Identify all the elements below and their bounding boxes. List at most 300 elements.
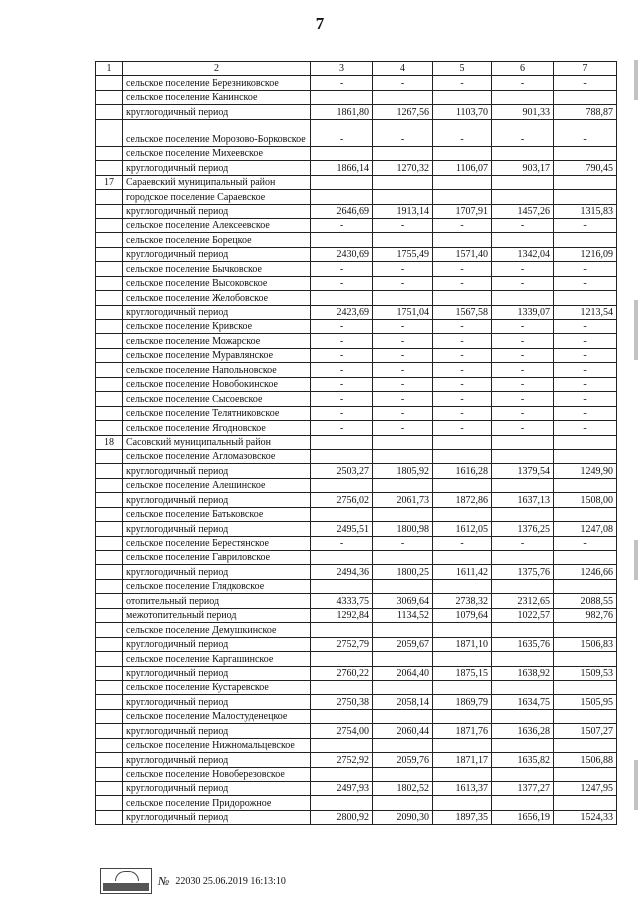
row-number-cell xyxy=(96,551,123,565)
value-cell: 982,76 xyxy=(554,608,617,622)
value-cell: 2058,14 xyxy=(373,695,433,709)
value-cell: 903,17 xyxy=(492,161,554,175)
row-number-cell xyxy=(96,579,123,593)
value-cell: 1656,19 xyxy=(492,810,554,824)
value-cell xyxy=(373,478,433,492)
value-cell xyxy=(373,796,433,810)
value-cell: 1079,64 xyxy=(433,608,492,622)
value-cell xyxy=(311,90,373,104)
value-cell: 1270,32 xyxy=(373,161,433,175)
table-row xyxy=(96,247,617,261)
row-label-cell: сельское поселение Батьковское xyxy=(123,507,311,521)
value-cell: - xyxy=(554,276,617,290)
header-cell: 5 xyxy=(433,62,492,76)
table-row xyxy=(96,161,617,175)
footer xyxy=(100,868,286,894)
row-number-cell xyxy=(96,262,123,276)
row-label-cell: круглогодичный период xyxy=(123,204,311,218)
value-cell xyxy=(492,175,554,189)
value-cell: - xyxy=(373,334,433,348)
value-cell: 1805,92 xyxy=(373,464,433,478)
government-seal-icon xyxy=(100,868,152,894)
value-cell: 1267,56 xyxy=(373,105,433,119)
value-cell: 2423,69 xyxy=(311,305,373,319)
value-cell: - xyxy=(373,348,433,362)
row-label-cell: сельское поселение Агломазовское xyxy=(123,449,311,463)
value-cell: 1751,04 xyxy=(373,305,433,319)
header-cell: 7 xyxy=(554,62,617,76)
value-cell xyxy=(311,146,373,160)
value-cell: 2059,67 xyxy=(373,637,433,651)
value-cell xyxy=(554,738,617,752)
table-row xyxy=(96,724,617,738)
row-label-cell: сельское поселение Бычковское xyxy=(123,262,311,276)
row-label-cell: круглогодичный период xyxy=(123,565,311,579)
row-label-cell: сельское поселение Демушкинское xyxy=(123,623,311,637)
value-cell xyxy=(311,652,373,666)
value-cell: 1800,98 xyxy=(373,522,433,536)
value-cell xyxy=(373,709,433,723)
value-cell: 2756,02 xyxy=(311,493,373,507)
value-cell: - xyxy=(554,363,617,377)
table-row xyxy=(96,478,617,492)
row-number-cell xyxy=(96,623,123,637)
table-row xyxy=(96,105,617,119)
table-row xyxy=(96,175,617,189)
row-label-cell: сельское поселение Гавриловское xyxy=(123,551,311,565)
value-cell: 2754,00 xyxy=(311,724,373,738)
row-label-cell: сельское поселение Малостуденецкое xyxy=(123,709,311,723)
value-cell xyxy=(311,738,373,752)
value-cell: - xyxy=(373,320,433,334)
value-cell xyxy=(311,190,373,204)
scan-margin-mark xyxy=(634,760,638,810)
row-label-cell: сельское поселение Кривское xyxy=(123,320,311,334)
table-row xyxy=(96,738,617,752)
row-label-cell: сельское поселение Алешинское xyxy=(123,478,311,492)
table-row xyxy=(96,406,617,420)
value-cell xyxy=(433,767,492,781)
table-row xyxy=(96,348,617,362)
row-label-cell: Сасовский муниципальный район xyxy=(123,435,311,449)
value-cell xyxy=(373,175,433,189)
value-cell: - xyxy=(492,406,554,420)
value-cell xyxy=(433,738,492,752)
row-label-cell: сельское поселение Можарское xyxy=(123,334,311,348)
row-label-cell: отопительный период xyxy=(123,594,311,608)
scan-margin-mark xyxy=(634,540,638,580)
value-cell: 1524,33 xyxy=(554,810,617,824)
value-cell: 1897,35 xyxy=(433,810,492,824)
row-label-cell: круглогодичный период xyxy=(123,637,311,651)
row-label-cell: сельское поселение Морозово-Борковское xyxy=(123,119,311,146)
row-label-cell: межотопительный период xyxy=(123,608,311,622)
row-label-cell: сельское поселение Новобокинское xyxy=(123,377,311,391)
value-cell: - xyxy=(492,421,554,435)
value-cell: - xyxy=(373,377,433,391)
row-number-cell xyxy=(96,666,123,680)
value-cell xyxy=(311,579,373,593)
value-cell xyxy=(554,478,617,492)
row-number-cell xyxy=(96,204,123,218)
table-row xyxy=(96,594,617,608)
row-label-cell: сельское поселение Высоковское xyxy=(123,276,311,290)
table-row xyxy=(96,291,617,305)
table-row xyxy=(96,435,617,449)
row-label-cell: круглогодичный период xyxy=(123,305,311,319)
value-cell: 1861,80 xyxy=(311,105,373,119)
table-row xyxy=(96,204,617,218)
value-cell xyxy=(492,767,554,781)
value-cell xyxy=(433,435,492,449)
value-cell xyxy=(492,623,554,637)
value-cell: - xyxy=(554,536,617,550)
value-cell: - xyxy=(433,334,492,348)
value-cell: - xyxy=(492,119,554,146)
row-label-cell: сельское поселение Придорожное xyxy=(123,796,311,810)
value-cell: - xyxy=(554,334,617,348)
value-cell: - xyxy=(433,218,492,232)
row-label-cell: круглогодичный период xyxy=(123,782,311,796)
table-row xyxy=(96,551,617,565)
value-cell xyxy=(311,435,373,449)
value-cell xyxy=(311,233,373,247)
value-cell: 2800,92 xyxy=(311,810,373,824)
value-cell xyxy=(311,478,373,492)
value-cell xyxy=(554,449,617,463)
value-cell xyxy=(554,551,617,565)
value-cell xyxy=(373,623,433,637)
value-cell xyxy=(433,579,492,593)
value-cell: 1509,53 xyxy=(554,666,617,680)
row-label-cell: круглогодичный период xyxy=(123,105,311,119)
value-cell xyxy=(554,435,617,449)
value-cell xyxy=(433,623,492,637)
table-header-row xyxy=(96,62,617,76)
value-cell: - xyxy=(554,421,617,435)
value-cell: - xyxy=(373,421,433,435)
table-row xyxy=(96,276,617,290)
value-cell: - xyxy=(373,218,433,232)
value-cell xyxy=(433,551,492,565)
header-cell: 1 xyxy=(96,62,123,76)
table-row xyxy=(96,709,617,723)
value-cell: 1802,52 xyxy=(373,782,433,796)
table-row xyxy=(96,767,617,781)
value-cell xyxy=(492,478,554,492)
row-number-cell xyxy=(96,608,123,622)
value-cell: 1216,09 xyxy=(554,247,617,261)
row-number-cell xyxy=(96,421,123,435)
value-cell: - xyxy=(492,320,554,334)
value-cell xyxy=(492,146,554,160)
value-cell xyxy=(433,449,492,463)
value-cell: 1616,28 xyxy=(433,464,492,478)
table-row xyxy=(96,666,617,680)
value-cell xyxy=(311,767,373,781)
value-cell xyxy=(373,680,433,694)
value-cell: 1106,07 xyxy=(433,161,492,175)
value-cell xyxy=(311,709,373,723)
table-row xyxy=(96,608,617,622)
value-cell xyxy=(311,507,373,521)
value-cell xyxy=(492,652,554,666)
value-cell xyxy=(492,233,554,247)
value-cell xyxy=(373,579,433,593)
value-cell: 2497,93 xyxy=(311,782,373,796)
value-cell: - xyxy=(311,262,373,276)
row-number-cell xyxy=(96,392,123,406)
scan-margin-mark xyxy=(634,300,638,360)
value-cell: 1315,83 xyxy=(554,204,617,218)
row-number-cell xyxy=(96,464,123,478)
value-cell xyxy=(554,579,617,593)
value-cell: - xyxy=(554,392,617,406)
value-cell xyxy=(373,652,433,666)
row-number-cell xyxy=(96,724,123,738)
value-cell: 1508,00 xyxy=(554,493,617,507)
row-number-cell xyxy=(96,753,123,767)
document-stamp: 22030 25.06.2019 16:13:10 xyxy=(175,875,286,887)
table-row xyxy=(96,695,617,709)
value-cell: - xyxy=(373,406,433,420)
value-cell: 2752,92 xyxy=(311,753,373,767)
value-cell: - xyxy=(433,348,492,362)
value-cell: 1377,27 xyxy=(492,782,554,796)
table-row xyxy=(96,262,617,276)
value-cell xyxy=(492,90,554,104)
table-row xyxy=(96,421,617,435)
value-cell: - xyxy=(373,392,433,406)
value-cell xyxy=(433,507,492,521)
row-number-cell xyxy=(96,218,123,232)
value-cell xyxy=(373,146,433,160)
row-label-cell: сельское поселение Напольновское xyxy=(123,363,311,377)
row-number-cell xyxy=(96,348,123,362)
table-row xyxy=(96,810,617,824)
value-cell xyxy=(433,291,492,305)
row-label-cell: сельское поселение Глядковское xyxy=(123,579,311,593)
header-cell: 4 xyxy=(373,62,433,76)
value-cell: - xyxy=(433,76,492,90)
value-cell: - xyxy=(433,421,492,435)
row-label-cell: сельское поселение Нижномальцевское xyxy=(123,738,311,752)
value-cell xyxy=(373,291,433,305)
value-cell: 2494,36 xyxy=(311,565,373,579)
value-cell: - xyxy=(554,320,617,334)
value-cell: 2750,38 xyxy=(311,695,373,709)
row-label-cell: сельское поселение Канинское xyxy=(123,90,311,104)
value-cell: - xyxy=(554,348,617,362)
table-row xyxy=(96,146,617,160)
row-number-cell xyxy=(96,782,123,796)
value-cell: - xyxy=(311,348,373,362)
row-label-cell: сельское поселение Ягодновское xyxy=(123,421,311,435)
value-cell: - xyxy=(554,262,617,276)
table-row xyxy=(96,305,617,319)
value-cell xyxy=(492,190,554,204)
table-body xyxy=(96,76,617,825)
value-cell: 2738,32 xyxy=(433,594,492,608)
value-cell: 1875,15 xyxy=(433,666,492,680)
value-cell: - xyxy=(373,276,433,290)
row-label-cell: круглогодичный период xyxy=(123,493,311,507)
row-number-cell xyxy=(96,105,123,119)
value-cell: 2060,44 xyxy=(373,724,433,738)
value-cell: - xyxy=(311,119,373,146)
value-cell: 1869,79 xyxy=(433,695,492,709)
row-label-cell: сельское поселение Берестянское xyxy=(123,536,311,550)
value-cell: 2503,27 xyxy=(311,464,373,478)
value-cell: 1913,14 xyxy=(373,204,433,218)
table-row xyxy=(96,753,617,767)
value-cell xyxy=(433,190,492,204)
value-cell xyxy=(492,709,554,723)
row-label-cell: сельское поселение Каргашинское xyxy=(123,652,311,666)
value-cell: - xyxy=(433,119,492,146)
value-cell xyxy=(554,796,617,810)
value-cell xyxy=(554,709,617,723)
value-cell: - xyxy=(433,262,492,276)
row-number-cell xyxy=(96,637,123,651)
table-row xyxy=(96,652,617,666)
value-cell: - xyxy=(311,334,373,348)
table-row xyxy=(96,190,617,204)
row-label-cell: круглогодичный период xyxy=(123,724,311,738)
row-number-cell xyxy=(96,680,123,694)
table-row xyxy=(96,392,617,406)
number-sign: № xyxy=(158,873,170,888)
value-cell xyxy=(433,478,492,492)
row-number-cell xyxy=(96,507,123,521)
row-label-cell: круглогодичный период xyxy=(123,810,311,824)
value-cell xyxy=(373,233,433,247)
row-number-cell xyxy=(96,738,123,752)
value-cell xyxy=(373,435,433,449)
row-label-cell: круглогодичный период xyxy=(123,161,311,175)
value-cell: 1637,13 xyxy=(492,493,554,507)
row-label-cell: сельское поселение Желобовское xyxy=(123,291,311,305)
row-number-cell xyxy=(96,478,123,492)
row-number-cell xyxy=(96,796,123,810)
table-row xyxy=(96,680,617,694)
value-cell: 2061,73 xyxy=(373,493,433,507)
value-cell: - xyxy=(373,363,433,377)
row-number-cell xyxy=(96,291,123,305)
value-cell: - xyxy=(433,320,492,334)
value-cell xyxy=(492,507,554,521)
value-cell: - xyxy=(311,406,373,420)
value-cell: 1613,37 xyxy=(433,782,492,796)
row-number-cell xyxy=(96,767,123,781)
value-cell: 1292,84 xyxy=(311,608,373,622)
value-cell xyxy=(373,767,433,781)
value-cell xyxy=(433,146,492,160)
row-number-cell xyxy=(96,233,123,247)
value-cell xyxy=(433,652,492,666)
value-cell xyxy=(311,796,373,810)
row-number-cell xyxy=(96,161,123,175)
table-row xyxy=(96,782,617,796)
value-cell: 2646,69 xyxy=(311,204,373,218)
page-number: 7 xyxy=(315,14,325,33)
table-row xyxy=(96,377,617,391)
table-row xyxy=(96,449,617,463)
value-cell: - xyxy=(311,276,373,290)
value-cell xyxy=(554,175,617,189)
value-cell xyxy=(373,90,433,104)
value-cell: - xyxy=(373,536,433,550)
value-cell: 1634,75 xyxy=(492,695,554,709)
value-cell xyxy=(554,507,617,521)
row-number-cell xyxy=(96,709,123,723)
row-number-cell xyxy=(96,522,123,536)
value-cell: 1339,07 xyxy=(492,305,554,319)
value-cell: - xyxy=(373,76,433,90)
value-cell: 1611,42 xyxy=(433,565,492,579)
row-label-cell: сельское поселение Алексеевское xyxy=(123,218,311,232)
value-cell xyxy=(492,449,554,463)
value-cell: 1635,76 xyxy=(492,637,554,651)
header-cell: 3 xyxy=(311,62,373,76)
value-cell: - xyxy=(311,377,373,391)
row-label-cell: сельское поселение Михеевское xyxy=(123,146,311,160)
table-row xyxy=(96,522,617,536)
value-cell: - xyxy=(492,218,554,232)
value-cell xyxy=(554,767,617,781)
value-cell xyxy=(554,190,617,204)
value-cell xyxy=(492,796,554,810)
value-cell: 901,33 xyxy=(492,105,554,119)
row-label-cell: сельское поселение Телятниковское xyxy=(123,406,311,420)
value-cell xyxy=(373,551,433,565)
value-cell: 1505,95 xyxy=(554,695,617,709)
value-cell xyxy=(433,796,492,810)
value-cell: 2752,79 xyxy=(311,637,373,651)
row-label-cell: Сараевский муниципальный район xyxy=(123,175,311,189)
row-number-cell xyxy=(96,334,123,348)
value-cell xyxy=(311,449,373,463)
value-cell: - xyxy=(373,119,433,146)
value-cell xyxy=(554,680,617,694)
table-row xyxy=(96,623,617,637)
row-number-cell xyxy=(96,146,123,160)
value-cell xyxy=(492,680,554,694)
value-cell: 3069,64 xyxy=(373,594,433,608)
value-cell xyxy=(433,680,492,694)
value-cell: 2495,51 xyxy=(311,522,373,536)
value-cell: - xyxy=(554,119,617,146)
row-number-cell xyxy=(96,320,123,334)
value-cell xyxy=(492,291,554,305)
row-label-cell: круглогодичный период xyxy=(123,522,311,536)
value-cell: - xyxy=(433,377,492,391)
value-cell: 1871,17 xyxy=(433,753,492,767)
row-number-cell: 18 xyxy=(96,435,123,449)
value-cell: - xyxy=(492,76,554,90)
value-cell: 1800,25 xyxy=(373,565,433,579)
value-cell: 2059,76 xyxy=(373,753,433,767)
row-label-cell: сельское поселение Березниковское xyxy=(123,76,311,90)
table-row xyxy=(96,493,617,507)
value-cell: 1638,92 xyxy=(492,666,554,680)
value-cell: 2430,69 xyxy=(311,247,373,261)
row-number-cell xyxy=(96,377,123,391)
value-cell: 1871,76 xyxy=(433,724,492,738)
value-cell: 1457,26 xyxy=(492,204,554,218)
table-row xyxy=(96,565,617,579)
value-cell: - xyxy=(492,536,554,550)
